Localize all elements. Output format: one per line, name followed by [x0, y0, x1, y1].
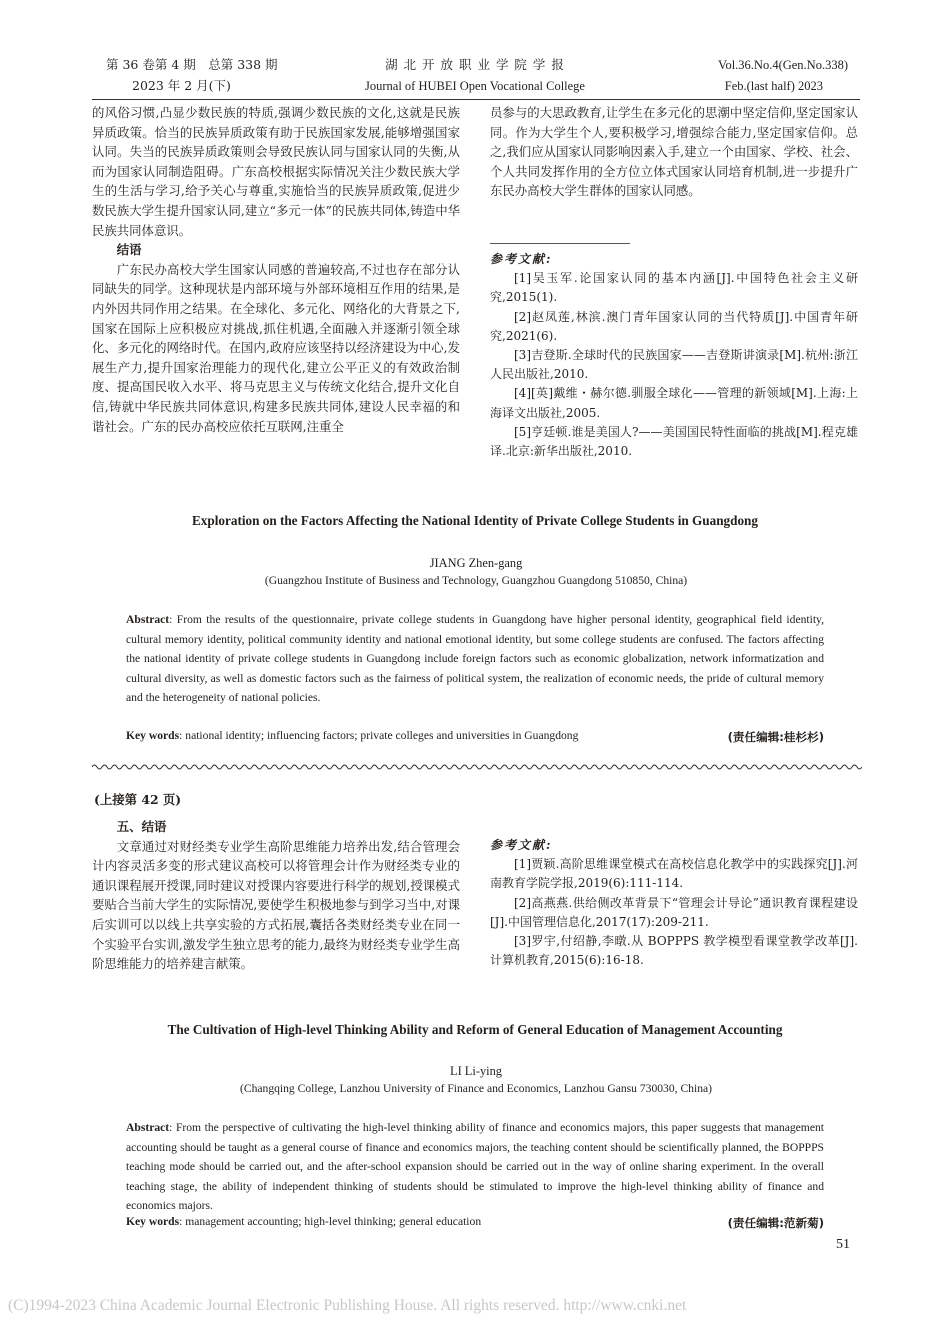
keywords-text: management accounting; high-level thinking; general education	[185, 1215, 482, 1228]
header-month: Feb.(last half) 2023	[724, 79, 823, 93]
continued-note: (上接第 42 页)	[94, 792, 182, 807]
reference-item: [2]高燕燕.供给侧改革背景下“管理会计导论”通识教育课程建设[J].中国管理信息化,2017(17):209-211.	[490, 895, 858, 929]
header-date: 2023 年 2 月(下)	[132, 78, 231, 93]
article1-right-column	[490, 103, 858, 201]
page-number: 51	[836, 1237, 850, 1252]
reference-item: [2]赵凤莲,林滨.澳门青年国家认同的当代特质[J].中国青年研究,2021(6).	[490, 309, 858, 343]
journal-title-en: Journal of HUBEI Open Vocational College	[365, 79, 585, 93]
article1-left-column	[92, 103, 460, 436]
article1-abstract: Abstract: From the results of the questionnaire, private college students in Guangdong have higher personal identity, geographical field identity, cultural memory identity, political community identity and national emotional identity, but some college students are confused. The factors affecting the national identity of private college students in Guangdong include foreign factors such as economic globalization, network informatization and cultural diversity, as well as domestic factors such as the fairness of political system, the realization of economic needs, the pride of cultural memory and the heterogeneity of national policies.	[126, 613, 824, 704]
journal-title-cn: 湖 北 开 放 职 业 学 院 学 报	[385, 57, 565, 72]
article2-affiliation: (Changqing College, Lanzhou University of Finance and Economics, Lanzhou Gansu 730030, China)	[239, 1082, 713, 1095]
section-heading: 结语	[116, 242, 142, 258]
abstract-label: Abstract	[126, 1121, 170, 1134]
references-heading: 参考文献:	[490, 838, 553, 852]
article1-english-title: Exploration on the Factors Affecting the National Identity of Private College Students in Guangdong	[192, 513, 758, 528]
header-volume: Vol.36.No.4(Gen.No.338)	[718, 58, 848, 72]
abstract-text: From the results of the questionnaire, private college students in Guangdong have higher personal identity, geographical field identity, cultural memory identity, political community identity and national emotional identity, but some college students are confused. The factors affecting the national identity of private college students in Guangdong include foreign factors such as economic globalization, network informatization and cultural diversity, as well as domestic factors such as the fairness of political system, the realization of economic needs, the pride of cultural memory and the heterogeneity of national policies.	[126, 613, 824, 704]
references-heading: 参考文献:	[490, 252, 553, 266]
body-paragraph: 员参与的大思政教育,让学生在多元化的思潮中坚定信仰,坚定国家认同。作为大学生个人,要积极学习,增强综合能力,坚定国家信仰。总之,我们应从国家认同影响因素入手,建立一个由国家、学校、社会、个人共同发挥作用的全方位立体式国家认同培育机制,进一步提升广东民办高校大学生群体的国家认同感。	[490, 105, 858, 199]
reference-item: [1]吴玉军.论国家认同的基本内涵[J].中国特色社会主义研究,2015(1).	[490, 271, 858, 305]
article2-left-column	[92, 817, 460, 974]
keywords-text: national identity; influencing factors; private colleges and universities in Guangdong	[185, 729, 579, 742]
references-rule	[490, 243, 630, 244]
article2-abstract: Abstract: From the perspective of cultivating the high-level thinking ability of finance and economics majors, this paper suggests that management accounting should be taught as a general course of finance and economics majors, the teaching content should be scientifically planned, the BOPPPS teaching mode should be carried out, and the after-school expansion should be carried out in the way of online sharing experiment. In the overall teaching stage, the ability of independent thinking of students should be stimulated to improve the high-level thinking ability of finance and economics majors.	[126, 1121, 824, 1212]
reference-item: [3]吉登斯.全球时代的民族国家——吉登斯讲演录[M].杭州:浙江人民出版社,2010.	[490, 348, 858, 382]
article1-keywords: Key words: national identity; influencing factors; private colleges and universities in Guangdong (责任编辑:桂杉杉)	[126, 729, 824, 744]
section-heading: 五、结语	[116, 819, 167, 834]
article1-references	[490, 250, 858, 461]
abstract-label: Abstract	[126, 613, 170, 626]
keywords-label: Key words	[126, 729, 180, 742]
editor-note: (责任编辑:桂杉杉)	[727, 730, 824, 744]
reference-item: [3]罗宇,付绍静,李暾.从 BOPPPS 教学模型看课堂教学改革[J].计算机教育,2015(6):16-18.	[490, 934, 858, 968]
keywords-label: Key words	[126, 1215, 180, 1228]
reference-item: [1]贾颖.高阶思维课堂模式在高校信息化教学中的实践探究[J].河南教育学院学报,2019(6):111-114.	[490, 857, 858, 891]
body-paragraph: 广东民办高校大学生国家认同感的普遍较高,不过也存在部分认同缺失的同学。这种现状是内部环境与外部环境相互作用的结果,是内外因共同作用之结果。在全球化、多元化、网络化的大背景之下,国家在国际上应积极应对挑战,抓住机遇,全面融入并逐渐引领全球化、多元化的网络时代。在国内,政府应该坚持以经济建设为中心,发展生产力,提升国家治理能力的现代化,建立公平正义的有效政治制度、提高国民收入水平、将马克思主义与传统文化结合,提升文化自信,铸就中华民族共同体意识,构建多民族共同体,建设人民幸福的和谐社会。广东的民办高校应依托互联网,注重全	[92, 261, 460, 434]
editor-note: (责任编辑:范新菊)	[727, 1216, 824, 1230]
reference-item: [5]亨廷顿.谁是美国人?——美国国民特性面临的挑战[M].程克雄译.北京:新华出版社,2010.	[490, 424, 858, 459]
body-paragraph: 文章通过对财经类专业学生高阶思维能力培养出发,结合管理会计内容灵活多变的形式建议高校可以将管理会计作为财经类专业的通识课程展开授课,同时建议对授课内容要进行科学的规划,授课模式要贴合当前大学生的实际情况,要使学生积极地参与到学习当中,对课后实训可以以线上共享实验的方式拓展,囊括各类财经类专业在同一个实验平台实训,激发学生独立思考的能力,最终为财经类专业学生高阶思维能力的培养建言献策。	[92, 838, 460, 972]
abstract-text: From the perspective of cultivating the high-level thinking ability of finance and economics majors, this paper suggests that management accounting should be taught as a general course of finance and economics majors, the teaching content should be scientifically planned, the BOPPPS teaching mode should be carried out, and the after-school expansion should be carried out in the way of online sharing experiment. In the overall teaching stage, the ability of independent thinking of students should be stimulated to improve the high-level thinking ability of finance and economics majors.	[126, 1121, 824, 1212]
article2-references	[490, 836, 858, 970]
header-rule	[92, 99, 860, 100]
article1-affiliation: (Guangzhou Institute of Business and Technology, Guangzhou Guangdong 510850, China)	[264, 574, 688, 587]
body-paragraph: 的风俗习惯,凸显少数民族的特质,强调少数民族的文化,这就是民族异质政策。恰当的民族异质政策有助于民族国家发展,能够增强国家认同。失当的民族异质政策则会导致民族认同与国家认同的失衡,从而为国家认同制造阻碍。广东高校根据实际情况关注少数民族大学生的生活与学习,给予关心与尊重,实施恰当的民族异质政策,促进少数民族大学生提升国家认同,建立“多元一体”的民族共同体,铸造中华民族共同体意识。	[92, 105, 460, 238]
header-issue: 第 36 卷第 4 期 总第 338 期	[106, 57, 278, 72]
wave-separator	[92, 762, 862, 772]
reference-item: [4][英]戴维・赫尔德.驯服全球化——管理的新领域[M].上海:上海译文出版社,2005.	[490, 386, 858, 420]
article2-keywords: Key words: management accounting; high-level thinking; general education (责任编辑:范新菊)	[126, 1215, 824, 1230]
copyright-footer: (C)1994-2023 China Academic Journal Electronic Publishing House. All rights reserved. http://www.cnki.net	[8, 1297, 687, 1314]
article1-author: JIANG Zhen-gang	[429, 556, 523, 570]
article2-english-title: The Cultivation of High-level Thinking Ability and Reform of General Education of Management Accounting	[167, 1022, 783, 1037]
article2-author: LI Li-ying	[450, 1064, 502, 1078]
